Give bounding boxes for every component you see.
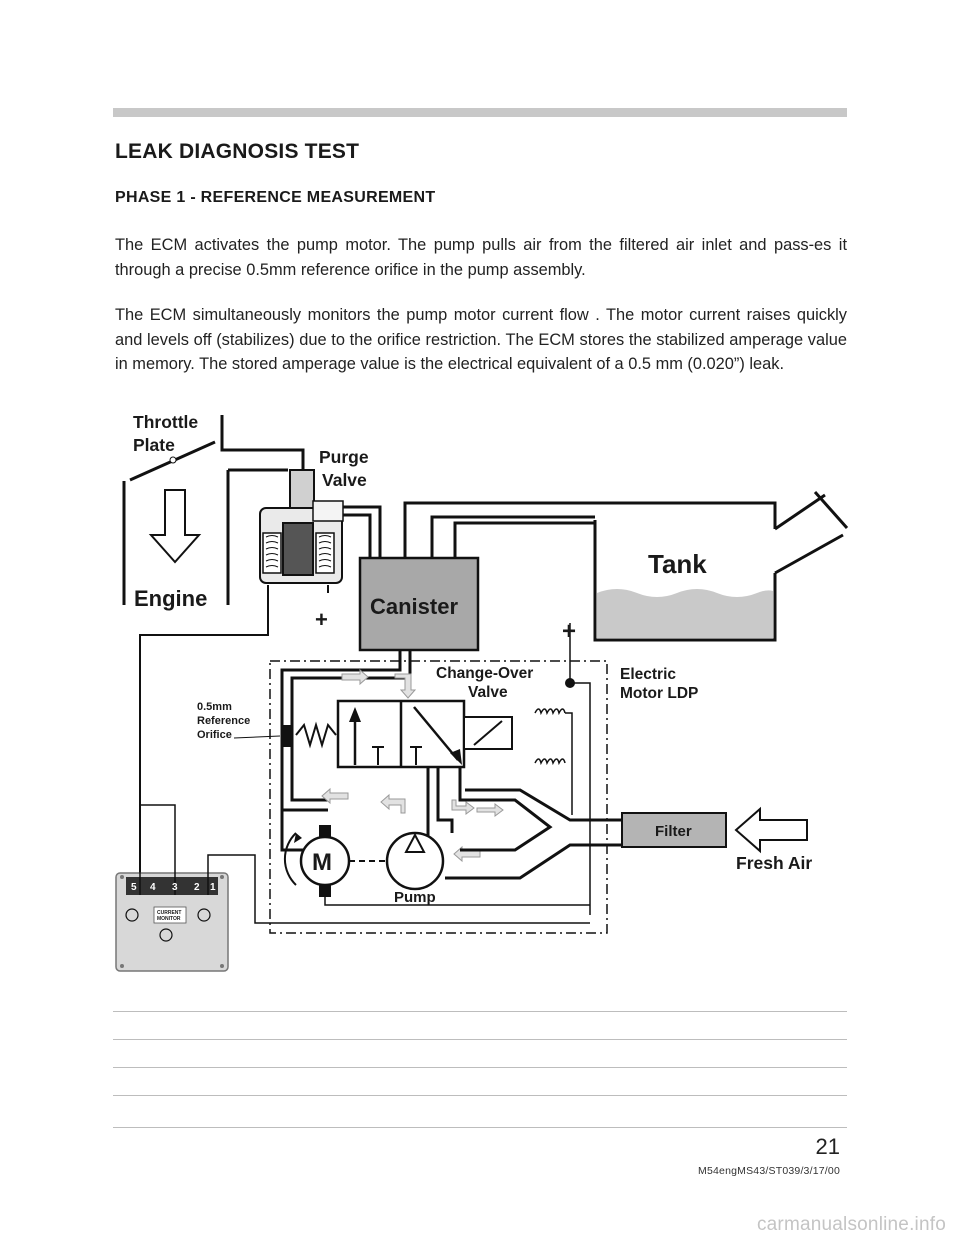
fresh-air-arrow-icon [736,809,807,851]
changeover-label-1: Change-Over [436,665,534,682]
orifice-label-1: 0.5mm [197,701,232,713]
changeover-label-2: Valve [468,684,508,701]
throttle-label-1: Throttle [133,412,199,432]
watermark: carmanualsonline.info [756,1214,946,1235]
ecm-pin-1: 1 [210,882,216,893]
engine-flow-arrow-icon [151,490,199,562]
purge-label-2: Valve [322,470,367,490]
paragraph-1: The ECM activates the pump motor. The pump pulls air from the filtered air inlet and pass-es it through a precise 0.5mm reference orifice in the pump assembly. [115,236,847,279]
notes-line [113,1011,847,1012]
notes-line [113,1067,847,1068]
throttle-label-2: Plate [133,435,175,455]
current-monitor-label-2: MONITOR [157,916,181,922]
electric-motor-label-2: Motor LDP [620,685,699,702]
fresh-air-label: Fresh Air [736,853,813,873]
plus-left-label: + [315,607,328,632]
change-over-valve [296,701,512,767]
engine-label: Engine [134,586,208,611]
purge-label-1: Purge [319,447,369,467]
notes-line [113,1095,847,1096]
motor-label: M [312,849,332,876]
header-bar [113,108,847,117]
ecm-pin-3: 3 [172,882,178,893]
orifice-label-3: Orifice [197,729,232,741]
reference-orifice [234,725,291,747]
current-monitor-label-1: CURRENT [157,910,182,916]
plus-right-label: + [562,618,577,645]
document-reference: M54engMS43/ST039/3/17/00 [698,1165,840,1177]
ecm-pin-2: 2 [194,882,200,893]
ecm-module [116,805,590,971]
pump-label: Pump [394,889,436,906]
fuel-tank [595,492,847,640]
tank-label: Tank [648,549,707,579]
paragraph-2: The ECM simultaneously monitors the pump motor current flow . The motor current raises quickly and levels off (stabilizes) due to the orifice restriction. The ECM stores the stabilized amperage value in memory. The stored amperage value is the electrical equivalent of a 0.5 mm (0.020”) leak. [115,306,847,373]
motor-coils [535,709,572,815]
page-number: 21 [815,1134,840,1159]
section-subheading: PHASE 1 - REFERENCE MEASUREMENT [115,189,436,206]
pump-motor [285,825,388,897]
page-heading: LEAK DIAGNOSIS TEST [115,140,360,163]
canister-label: Canister [370,594,459,619]
ldp-system-diagram [110,395,850,980]
ecm-pin-4: 4 [150,882,156,893]
electric-motor-label-1: Electric [620,666,677,683]
notes-line [113,1127,847,1128]
filter-label: Filter [655,823,692,840]
notes-line [113,1039,847,1040]
orifice-label-2: Reference [197,715,251,727]
pump [387,833,443,889]
ecm-pin-5: 5 [131,882,137,893]
